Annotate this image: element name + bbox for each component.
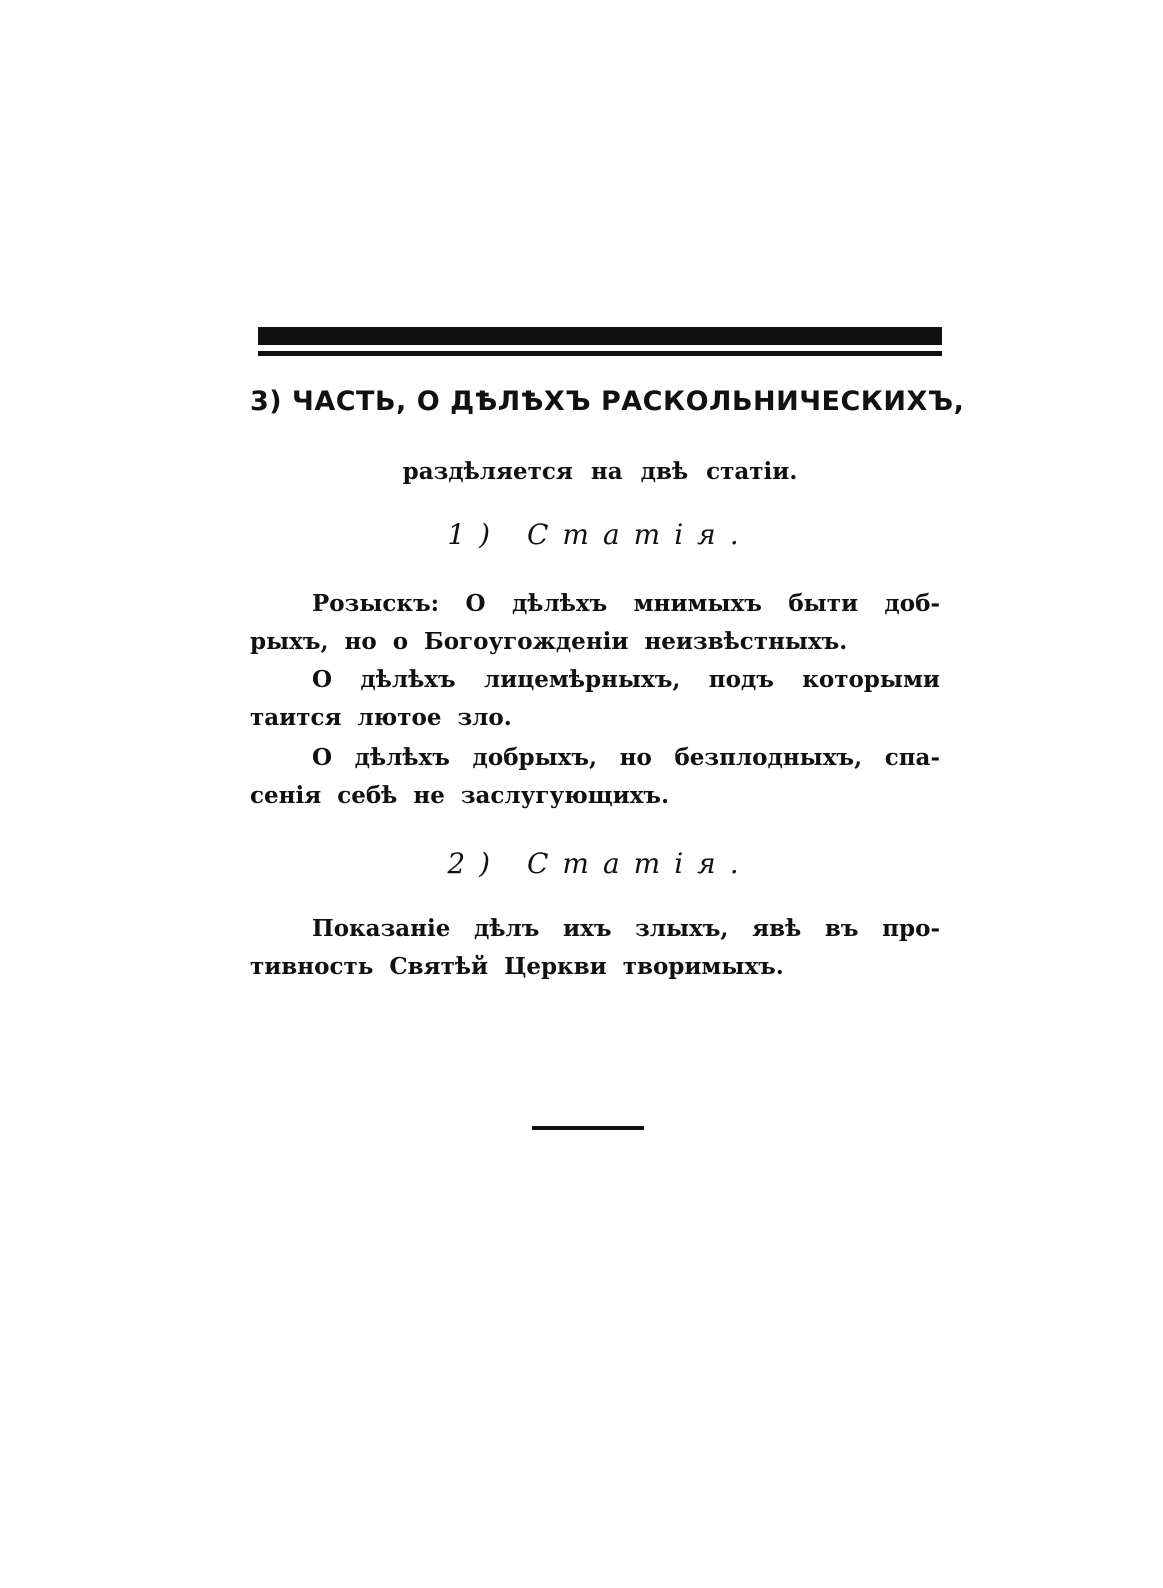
article-2-paragraph-1: [250, 910, 940, 986]
paragraph-line: О дѣлѣхъ лицемѣрныхъ, подъ которыми: [312, 666, 940, 693]
paragraph-line: Розыскъ: О дѣлѣхъ мнимыхъ быти доб-: [312, 590, 940, 617]
end-ornament-rule: [532, 1126, 644, 1130]
paragraph-line: рыхъ, но о Богоугожденіи неизвѣстныхъ.: [250, 628, 848, 655]
top-thin-rule: [258, 351, 942, 356]
paragraph-line: О дѣлѣхъ добрыхъ, но безплодныхъ, спа-: [312, 744, 940, 771]
section-heading: 3) ЧАСТЬ, О ДѢЛѢХЪ РАСКОЛЬНИЧЕСКИХЪ,: [250, 386, 965, 417]
section-subheading: раздѣляется на двѣ статіи.: [402, 458, 798, 485]
paragraph-line: сенія себѣ не заслугующихъ.: [250, 782, 670, 809]
article-1-paragraph-1: [250, 585, 940, 661]
article-1-paragraph-2: [250, 661, 940, 737]
article-2-title: 2) Статія.: [447, 847, 753, 880]
article-1-title: 1) Статія.: [447, 518, 753, 551]
paragraph-line: тивность Святѣй Церкви творимыхъ.: [250, 953, 784, 980]
article-1-paragraph-3: [250, 739, 940, 815]
paragraph-line: таится лютое зло.: [250, 704, 512, 731]
paragraph-line: Показаніе дѣлъ ихъ злыхъ, явѣ въ про-: [312, 915, 940, 942]
top-thick-rule: [258, 327, 942, 345]
